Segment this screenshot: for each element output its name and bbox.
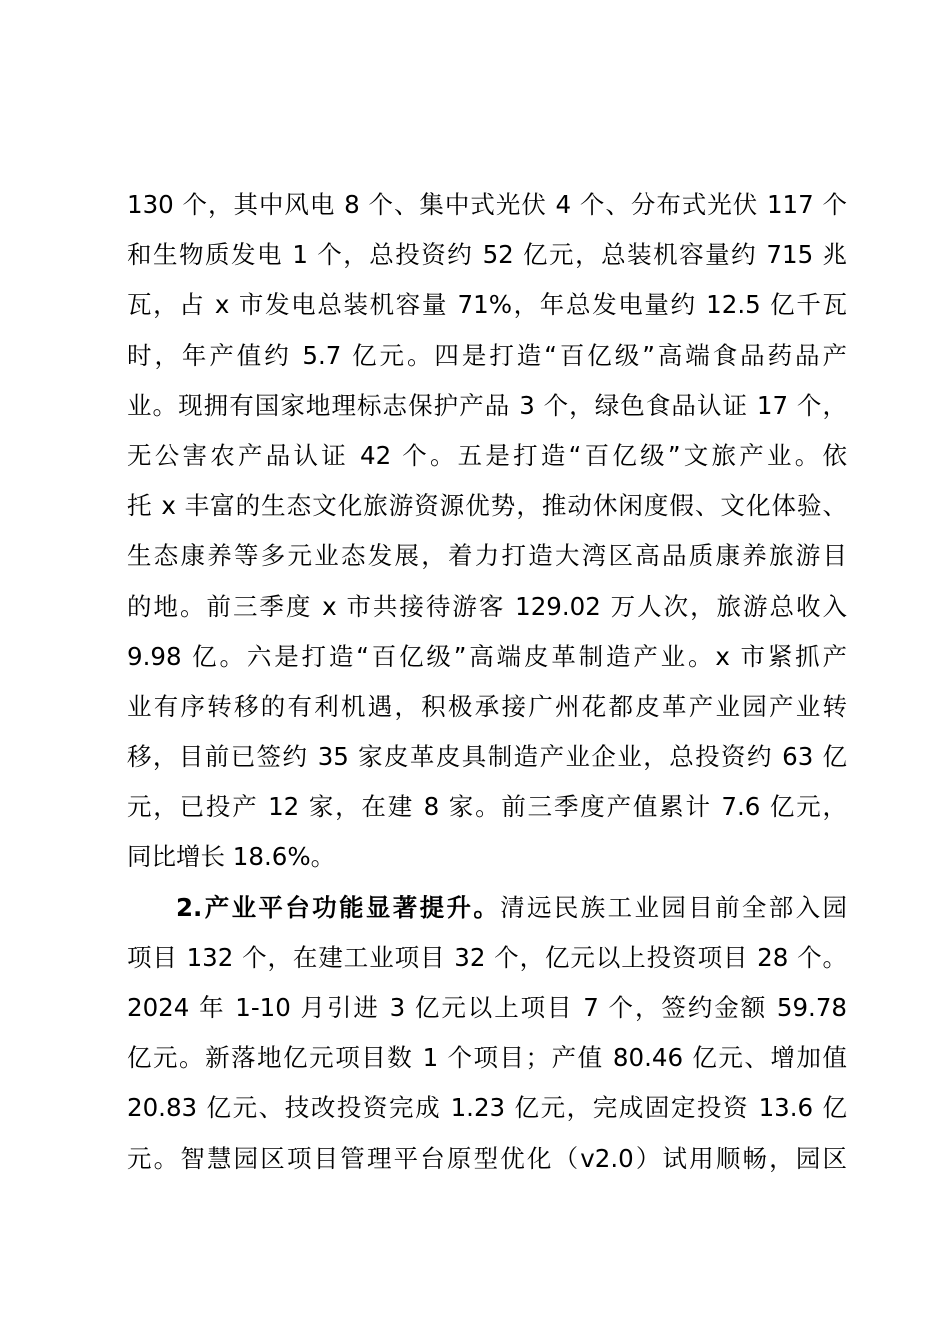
text-line: 亿元。新落地亿元项目数 1 个项目；产值 80.46 亿元、增加值	[127, 1043, 847, 1073]
text-line: 的地。前三季度 x 市共接待游客 129.02 万人次，旅游总收入	[127, 591, 847, 621]
text-line: 元，已投产 12 家，在建 8 家。前三季度产值累计 7.6 亿元，	[127, 792, 847, 822]
text-line: 项目 132 个，在建工业项目 32 个，亿元以上投资项目 28 个。	[127, 942, 847, 972]
text-line: 元。智慧园区项目管理平台原型优化（v2.0）试用顺畅，园区	[127, 1143, 847, 1173]
text-line: 业。现拥有国家地理标志保护产品 3 个，绿色食品认证 17 个，	[127, 390, 847, 420]
document-body	[127, 180, 847, 1184]
text-line: 瓦，占 x 市发电总装机容量 71%，年总发电量约 12.5 亿千瓦	[127, 290, 847, 320]
text-line	[127, 883, 847, 933]
text-line: 时，年产值约 5.7 亿元。四是打造“百亿级”高端食品药品产	[127, 340, 847, 370]
section-heading: 2.产业平台功能显著提升。	[176, 892, 501, 922]
text-line: 业有序转移的有利机遇，积极承接广州花都皮革产业园产业转	[127, 691, 847, 721]
paragraph-2	[127, 883, 847, 1184]
heading-line-text: 清远民族工业园目前全部入园	[500, 892, 848, 922]
text-line: 130 个，其中风电 8 个、集中式光伏 4 个、分布式光伏 117 个	[127, 190, 847, 219]
text-line: 移，目前已签约 35 家皮革皮具制造产业企业，总投资约 63 亿	[127, 742, 847, 772]
text-line: 生态康养等多元业态发展，着力打造大湾区高品质康养旅游目	[127, 541, 847, 571]
text-line: 托 x 丰富的生态文化旅游资源优势，推动休闲度假、文化体验、	[127, 491, 847, 521]
text-line: 无公害农产品认证 42 个。五是打造“百亿级”文旅产业。依	[127, 440, 847, 470]
text-line: 20.83 亿元、技改投资完成 1.23 亿元，完成固定投资 13.6 亿	[127, 1093, 847, 1123]
paragraph-1	[127, 180, 847, 883]
text-line: 9.98 亿。六是打造“百亿级”高端皮革制造产业。x 市紧抓产	[127, 641, 847, 671]
text-line: 和生物质发电 1 个，总投资约 52 亿元，总装机容量约 715 兆	[127, 240, 847, 270]
text-line: 同比增长 18.6%。	[127, 842, 336, 872]
text-line: 2024 年 1-10 月引进 3 亿元以上项目 7 个，签约金额 59.78	[127, 993, 847, 1022]
